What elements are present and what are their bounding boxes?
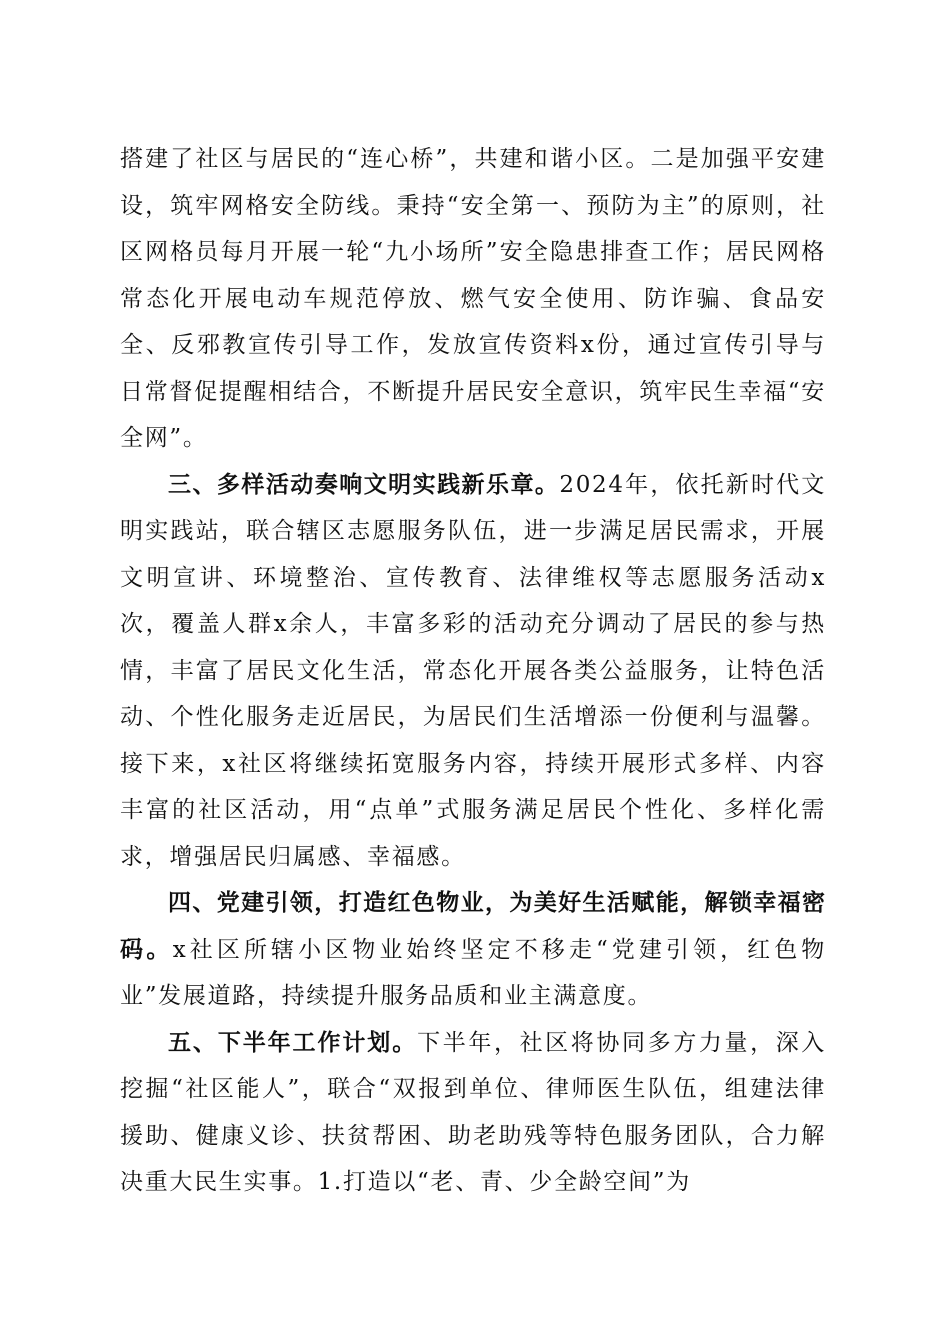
section-heading: 五、下半年工作计划。: [168, 1029, 418, 1056]
section-heading: 四、党建引领，打造红色物业，为美好生活赋能，解锁幸福密码。: [120, 890, 826, 963]
paragraph-text: 下半年，社区将协同多方力量，深入挖掘“社区能人”，联合“双报到单位、律师医生队伍，组建法律援助、健康义诊、扶贫帮困、助老助残等特色服务团队，合力解决重大民生实事。1.打造以“老、青、少全龄空间”为: [120, 1029, 827, 1195]
section-heading: 三、多样活动奏响文明实践新乐章。: [168, 471, 560, 498]
paragraph-text: 搭建了社区与居民的“连心桥”，共建和谐小区。二是加强平安建设，筑牢网格安全防线。秉持“安全第一、预防为主”的原则，社区网格员每月开展一轮“九小场所”安全隐患排查工作；居民网格常态化开展电动车规范停放、燃气安全使用、防诈骗、食品安全、反邪教宣传引导工作，发放宣传资料x份，通过宣传引导与日常督促提醒相结合，不断提升居民安全意识，筑牢民生幸福“安全网”。: [120, 146, 826, 451]
paragraph-work-plan: [120, 1020, 826, 1206]
paragraph-civilization-practice: [120, 462, 826, 881]
paragraph-text: 2024年，依托新时代文明实践站，联合辖区志愿服务队伍，进一步满足居民需求，开展文明宣讲、环境整治、宣传教育、法律维权等志愿服务活动x次，覆盖人群x余人，丰富多彩的活动充分调动了居民的参与热情，丰富了居民文化生活，常态化开展各类公益服务，让特色活动、个性化服务走近居民，为居民们生活增添一份便利与温馨。接下来，x社区将继续拓宽服务内容，持续开展形式多样、内容丰富的社区活动，用“点单”式服务满足居民个性化、多样化需求，增强居民归属感、幸福感。: [120, 471, 826, 870]
paragraph-safety-continued: [120, 136, 826, 462]
paragraph-text: x社区所辖小区物业始终坚定不移走“党建引领，红色物业”发展道路，持续提升服务品质和业主满意度。: [120, 936, 827, 1009]
document-page: [120, 136, 826, 1206]
paragraph-red-property: [120, 880, 826, 1020]
